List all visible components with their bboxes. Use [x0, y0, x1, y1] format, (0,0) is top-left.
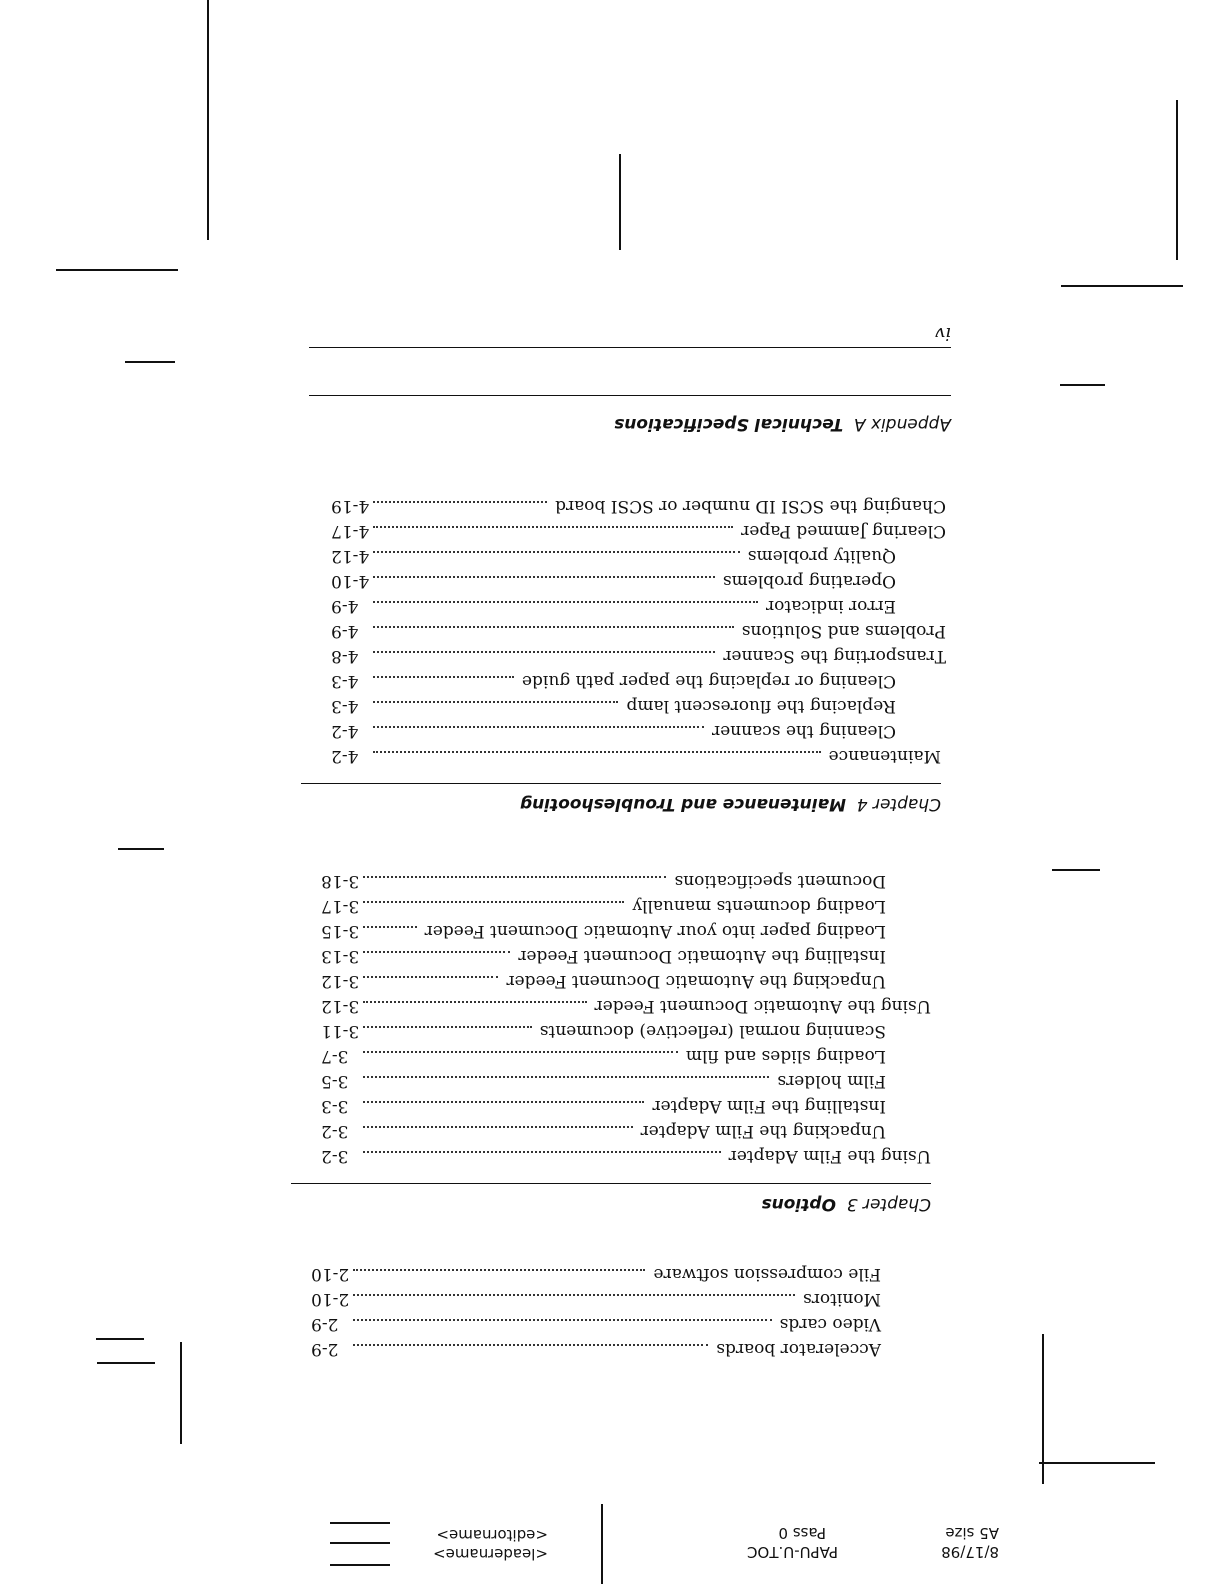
- toc-entry: File compression software 2-10: [311, 1264, 881, 1284]
- toc-entry: Video cards 2-9: [311, 1314, 881, 1334]
- toc-entry: Unpacking the Automatic Document Feeder 3-12: [321, 971, 886, 991]
- toc-entry: Clearing Jammed Paper 4-17: [331, 521, 946, 541]
- crop-mark: [1176, 100, 1178, 260]
- chapter-heading: Chapter 3 Options: [761, 1194, 931, 1214]
- toc-entry: Problems and Solutions 4-9: [331, 621, 946, 641]
- toc-entry: Operating problems 4-10: [331, 571, 896, 591]
- crop-mark: [330, 1564, 390, 1566]
- crop-mark: [56, 269, 178, 271]
- toc-entry: Using the Film Adapter 3-2: [321, 1146, 931, 1166]
- toc-entry: Scanning normal (reflective) documents 3-11: [321, 1021, 886, 1041]
- toc-entry: Loading slides and film 3-7: [321, 1046, 886, 1066]
- toc-entry: Loading paper into your Automatic Document Feeder 3-15: [321, 921, 886, 941]
- crop-mark: [619, 154, 621, 250]
- toc-entry: Monitors 2-10: [311, 1289, 881, 1309]
- slug-leader: <leadername>: [433, 1545, 548, 1563]
- crop-mark: [1052, 869, 1100, 871]
- toc-entry: Film holders 3-5: [321, 1071, 886, 1091]
- crop-mark: [330, 1522, 390, 1524]
- chapter-rule: [301, 783, 941, 784]
- toc-entry: Loading documents manually 3-17: [321, 896, 886, 916]
- toc-entry: Installing the Film Adapter 3-3: [321, 1096, 886, 1116]
- crop-mark: [96, 1338, 144, 1340]
- toc-entry: Transporting the Scanner 4-8: [331, 646, 946, 666]
- toc-entry: Installing the Automatic Document Feeder 3-13: [321, 946, 886, 966]
- crop-mark: [1061, 285, 1183, 287]
- toc-entry: Error indicator 4-9: [331, 596, 896, 616]
- crop-mark: [118, 848, 164, 850]
- crop-mark: [180, 1342, 182, 1444]
- toc-entry: Cleaning the scanner 4-2: [331, 721, 896, 741]
- slug-date: 8/17/98: [941, 1543, 999, 1561]
- chapter-rule: [291, 1183, 931, 1184]
- toc-entry: Maintenance 4-2: [331, 746, 941, 766]
- toc-entry: Using the Automatic Document Feeder 3-12: [321, 996, 931, 1016]
- folio-rule: [309, 347, 951, 348]
- appendix-heading: Appendix A Technical Specifications: [614, 414, 951, 434]
- chapter-heading: Chapter 4 Maintenance and Troubleshooting: [519, 794, 941, 814]
- toc-entry: Accelerator boards 2-9: [311, 1339, 881, 1359]
- toc-entry: Unpacking the Film Adapter 3-2: [321, 1121, 886, 1141]
- crop-mark: [97, 1362, 155, 1364]
- crop-mark: [125, 361, 175, 363]
- page-number: iv: [935, 323, 951, 344]
- slug-size: A5 size: [945, 1524, 999, 1542]
- toc-entry: Document specifications 3-18: [321, 871, 886, 891]
- crop-mark: [207, 0, 209, 240]
- toc-entry: Quality problems 4-12: [331, 546, 896, 566]
- crop-mark: [1039, 1462, 1155, 1464]
- crop-mark: [601, 1504, 603, 1584]
- crop-mark: [330, 1542, 390, 1544]
- toc-entry: Cleaning or replacing the paper path guide 4-3: [331, 671, 896, 691]
- toc-entry: Replacing the fluorescent lamp 4-3: [331, 696, 896, 716]
- slug-editor: <editorname>: [436, 1526, 548, 1544]
- slug-file: PAPU-U.TOC: [747, 1543, 838, 1561]
- crop-mark: [1060, 384, 1105, 386]
- crop-mark: [1042, 1334, 1044, 1484]
- appendix-rule: [309, 395, 951, 396]
- slug-pass: Pass 0: [778, 1524, 826, 1542]
- toc-entry: Changing the SCSI ID number or SCSI board 4-19: [331, 496, 946, 516]
